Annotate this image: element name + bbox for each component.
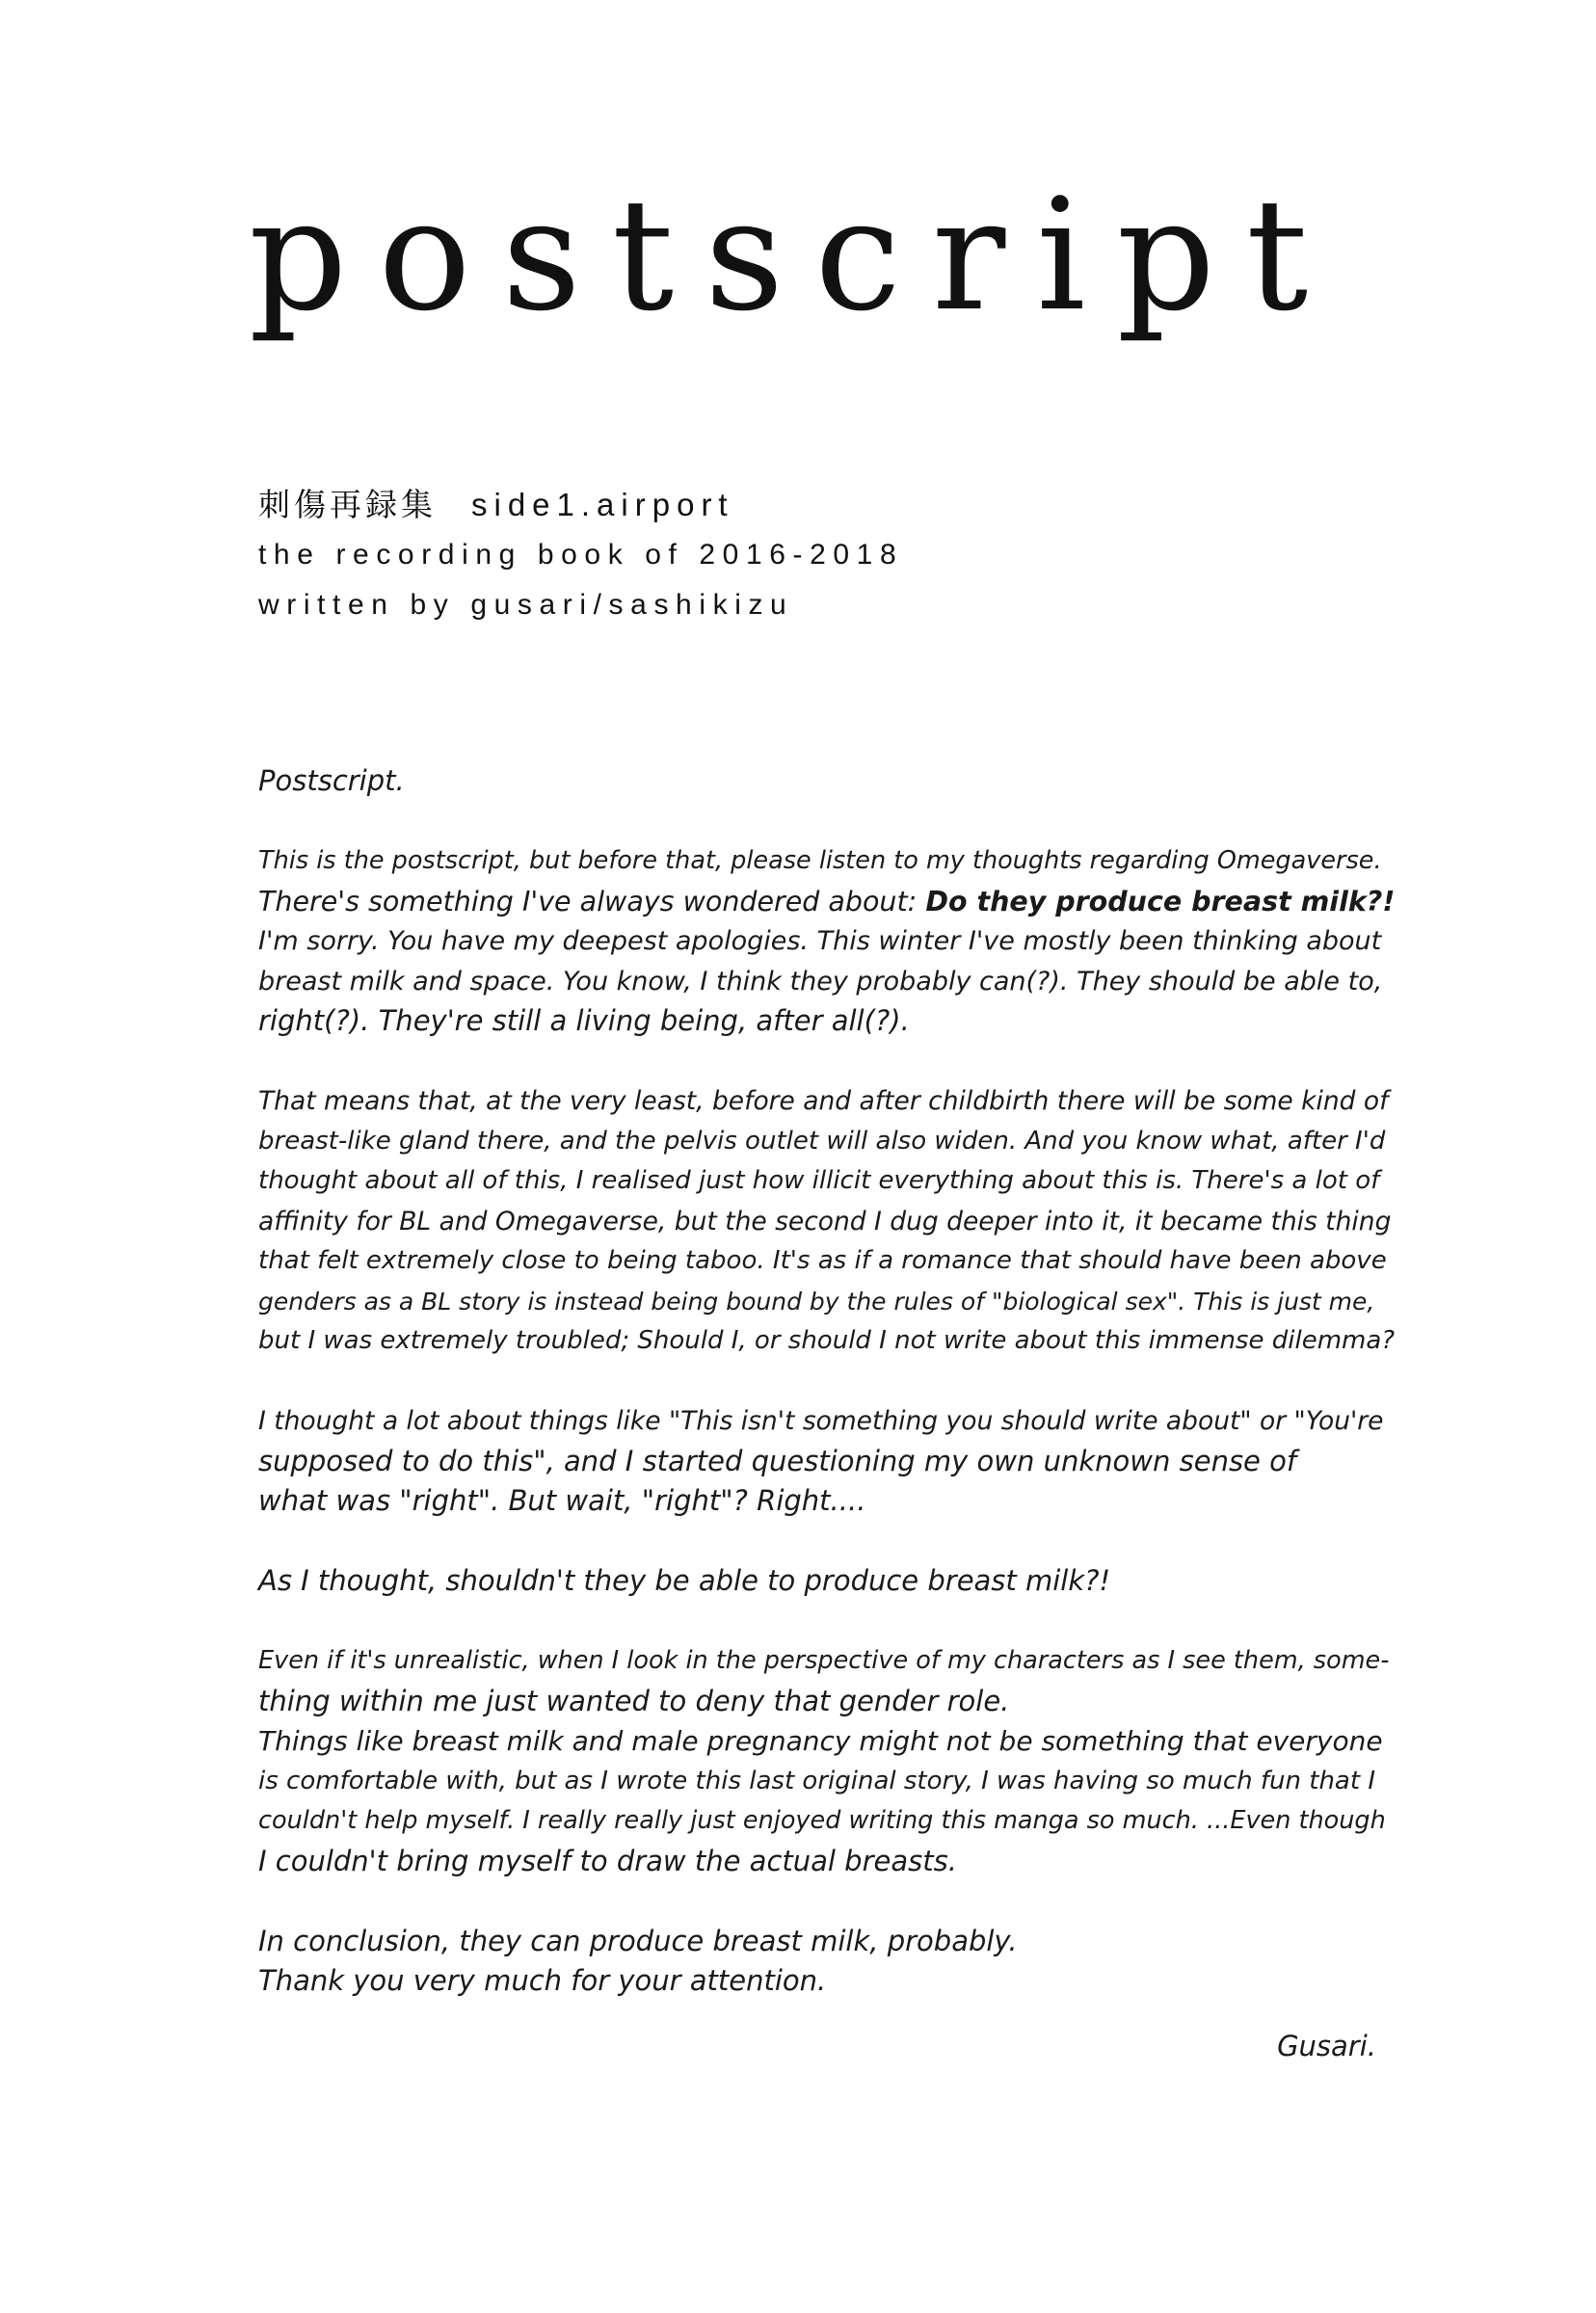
- paragraph-5-line: thing within me just wanted to deny that gender role.: [258, 1684, 1010, 1717]
- book-info: [258, 480, 903, 630]
- paragraph-1-line: right(?). They're still a living being, after all(?).: [258, 1004, 910, 1037]
- body-heading: Postscript.: [258, 764, 405, 797]
- paragraph-3-line: supposed to do this", and I started questioning my own unknown sense of: [258, 1444, 1297, 1477]
- book-subtitle: the recording book of 2016-2018: [258, 539, 904, 571]
- paragraph-5-line: I couldn't bring myself to draw the actual breasts.: [258, 1844, 957, 1877]
- paragraph-3-line: I thought a lot about things like "This isn't something you should write about" or "You're: [258, 1406, 1384, 1436]
- paragraph-5-line: is comfortable with, but as I wrote this last original story, I was having so much fun that I: [258, 1766, 1375, 1795]
- book-title-line: [258, 480, 903, 530]
- paragraph-6-line: In conclusion, they can produce breast milk, probably.: [258, 1924, 1018, 1957]
- paragraph-1-line: This is the postscript, but before that, please listen to my thoughts regarding Omegaverse.: [258, 846, 1382, 875]
- paragraph-3-line: what was "right". But wait, "right"? Right....: [258, 1484, 866, 1517]
- paragraph-4-line: As I thought, shouldn't they be able to produce breast milk?!: [258, 1564, 1111, 1597]
- paragraph-2-line: genders as a BL story is instead being bound by the rules of "biological sex". This is just me,: [258, 1287, 1375, 1316]
- paragraph-5-line: couldn't help myself. I really really just enjoyed writing this manga so much. ...Even though: [258, 1806, 1386, 1835]
- paragraph-1-line: I'm sorry. You have my deepest apologies. This winter I've mostly been thinking about: [258, 926, 1382, 956]
- japanese-title: 刺傷再録集: [258, 486, 437, 523]
- side-title: side1.airport: [471, 487, 734, 522]
- author-line: written by gusari/sashikizu: [258, 589, 794, 621]
- paragraph-5-line: Things like breast milk and male pregnancy might not be something that everyone: [258, 1725, 1383, 1757]
- page-title: postscript: [249, 165, 1340, 345]
- paragraph-2-line: That means that, at the very least, before and after childbirth there will be some kind of: [258, 1086, 1389, 1116]
- paragraph-2-line: but I was extremely troubled; Should I, or should I not write about this immense dilemma?: [258, 1326, 1396, 1355]
- postscript-body: [258, 761, 1396, 2002]
- text-fragment: There's something I've always wondered about:: [258, 885, 926, 917]
- paragraph-6-line: Thank you very much for your attention.: [258, 1964, 827, 1997]
- paragraph-2-line: affinity for BL and Omegaverse, but the second I dug deeper into it, it became this thing: [258, 1206, 1392, 1236]
- paragraph-2-line: thought about all of this, I realised just how illicit everything about this is. There's a lot of: [258, 1166, 1380, 1195]
- paragraph-1-line: [258, 882, 1396, 922]
- signature: Gusari.: [1277, 2030, 1376, 2062]
- paragraph-1-line: breast milk and space. You know, I think they probably can(?). They should be able to,: [258, 966, 1383, 997]
- bold-question: Do they produce breast milk?!: [925, 885, 1396, 917]
- paragraph-5-line: Even if it's unrealistic, when I look in the perspective of my characters as I see them, some-: [258, 1646, 1390, 1675]
- paragraph-2-line: that felt extremely close to being taboo. It's as if a romance that should have been above: [258, 1246, 1387, 1275]
- paragraph-2-line: breast-like gland there, and the pelvis outlet will also widen. And you know what, after I'd: [258, 1126, 1386, 1156]
